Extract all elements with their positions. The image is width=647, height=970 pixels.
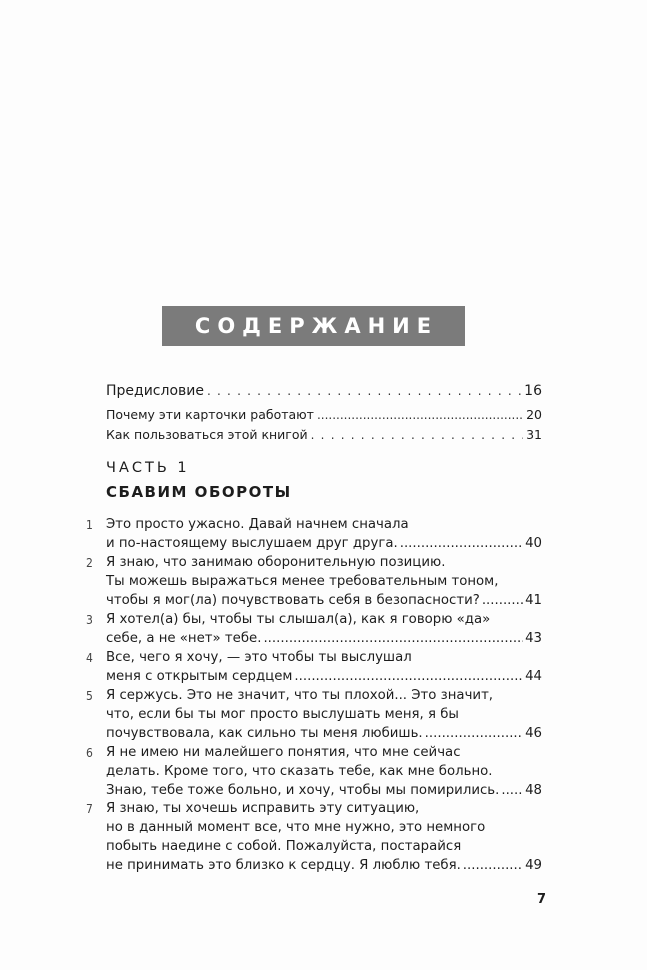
toc-entry-last-line[interactable] (106, 783, 542, 798)
toc-entry-page: 20 (526, 407, 542, 422)
entry-page: 41 (525, 593, 542, 608)
entry-text: Я знаю, что занимаю оборонительную позицию. (106, 555, 446, 570)
entry-text: что, если бы ты мог просто выслушать меня, я бы (106, 707, 459, 722)
entry-text: делать. Кроме того, что сказать тебе, как мне больно. (106, 764, 493, 779)
dot-leader (263, 631, 523, 646)
toc-entry-title: Как пользоваться этой книгой (106, 427, 308, 442)
dot-leader (425, 726, 523, 741)
toc-entry-preface[interactable] (106, 383, 542, 399)
entry-page: 48 (525, 783, 542, 798)
entry-text: не принимать это близко к сердцу. Я люблю тебя. (106, 858, 461, 873)
entry-text: Ты можешь выражаться менее требовательным тоном, (106, 574, 499, 589)
entry-page: 44 (525, 669, 542, 684)
toc-entry-page: 31 (526, 427, 542, 442)
toc-entry-page: 16 (524, 383, 542, 399)
toc-entry-last-line[interactable] (106, 593, 542, 608)
dot-leader (207, 384, 521, 398)
entry-text: но в данный момент все, что мне нужно, это немного (106, 820, 486, 835)
contents-heading: СОДЕРЖАНИЕ (162, 306, 465, 346)
toc-entry-last-line[interactable] (106, 726, 542, 741)
toc-entry-last-line[interactable] (106, 631, 542, 646)
entry-number: 4 (86, 651, 93, 665)
part-label: ЧАСТЬ 1 (106, 460, 190, 476)
dot-leader (317, 408, 523, 422)
toc-entry-title: Почему эти карточки работают (106, 407, 314, 422)
entry-number: 3 (86, 613, 93, 627)
dot-leader (400, 536, 523, 551)
toc-entry-last-line[interactable] (106, 669, 542, 684)
entry-text: почувствовала, как сильно ты меня любишь. (106, 726, 423, 741)
page-number: 7 (537, 892, 547, 907)
entry-text: Я сержусь. Это не значит, что ты плохой... Это значит, (106, 688, 494, 703)
toc-entry-last-line[interactable] (106, 536, 542, 551)
entry-text: Я хотел(а) бы, чтобы ты слышал(а), как я говорю «да» (106, 612, 491, 627)
toc-entry-title: Предисловие (106, 383, 204, 399)
toc-entry-last-line[interactable] (106, 858, 542, 873)
toc-entry-how-to-use[interactable] (106, 427, 542, 442)
entry-text: побыть наедине с собой. Пожалуйста, постарайся (106, 839, 462, 854)
entry-page: 43 (525, 631, 542, 646)
entry-text: Я знаю, ты хочешь исправить эту ситуацию, (106, 801, 420, 816)
entry-number: 7 (86, 802, 93, 816)
entry-number: 2 (86, 556, 93, 570)
entry-text: себе, а не «нет» тебе. (106, 631, 262, 646)
dot-leader (294, 669, 523, 684)
entry-text: Знаю, тебе тоже больно, и хочу, чтобы мы помирились. (106, 783, 500, 798)
entry-number: 6 (86, 746, 93, 760)
part-title: СБАВИМ ОБОРОТЫ (106, 483, 292, 501)
entry-number: 1 (86, 518, 93, 532)
dot-leader (311, 428, 523, 442)
entry-page: 49 (525, 858, 542, 873)
entry-text: Все, чего я хочу, — это чтобы ты выслушал (106, 650, 412, 665)
entry-text: Я не имею ни малейшего понятия, что мне сейчас (106, 745, 461, 760)
entry-page: 40 (525, 536, 542, 551)
toc-entry-why-cards-work[interactable] (106, 407, 542, 422)
dot-leader (463, 858, 523, 873)
dot-leader (501, 783, 523, 798)
entry-number: 5 (86, 689, 93, 703)
dot-leader (482, 593, 523, 608)
entry-text: и по-настоящему выслушаем друг друга. (106, 536, 398, 551)
entry-page: 46 (525, 726, 542, 741)
entry-text: меня с открытым сердцем (106, 669, 293, 684)
entry-text: Это просто ужасно. Давай начнем сначала (106, 517, 409, 532)
entry-text: чтобы я мог(ла) почувствовать себя в безопасности? (106, 593, 480, 608)
